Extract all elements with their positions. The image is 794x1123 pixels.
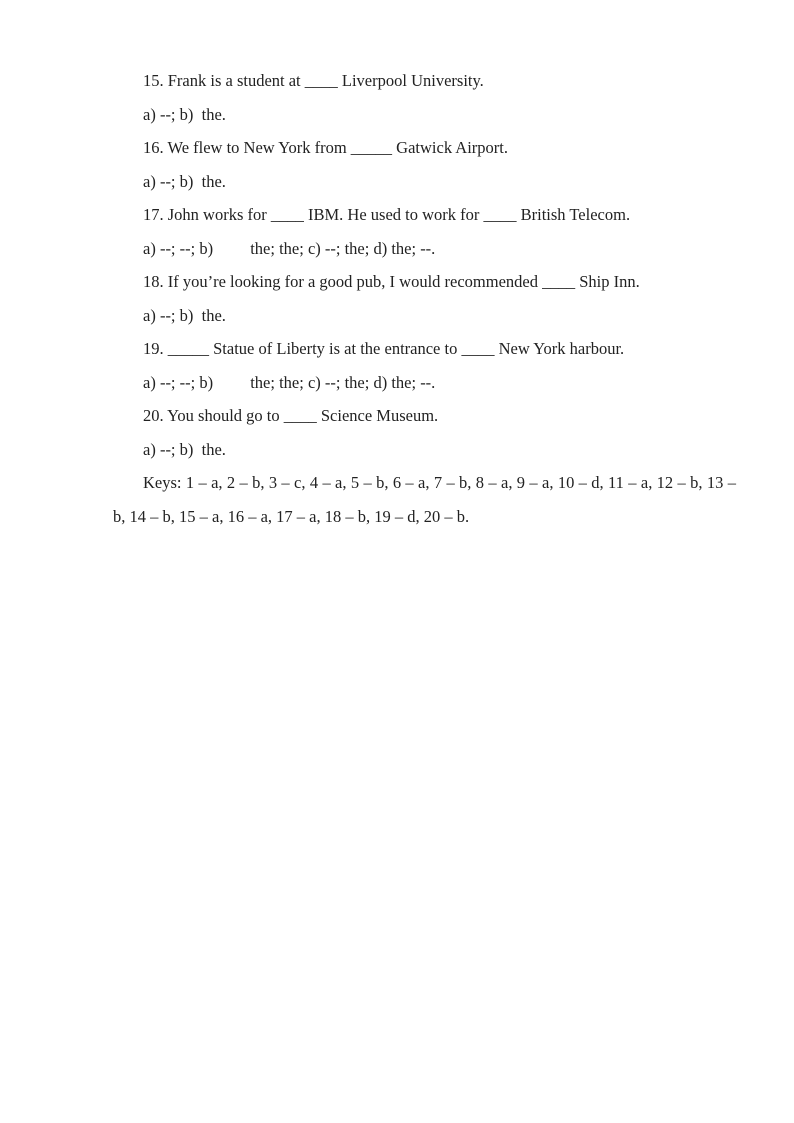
options-line-19: a) --; --; b) the; the; c) --; the; d) the; --. xyxy=(143,372,436,392)
options-line-16: a) --; b) the. xyxy=(143,171,226,191)
question-line-19: 19. _____ Statue of Liberty is at the entrance to ____ New York harbour. xyxy=(143,339,625,358)
question-line-17: 17. John works for ____ IBM. He used to work for ____ British Telecom. xyxy=(143,205,631,224)
question-line-20: 20. You should go to ____ Science Museum. xyxy=(143,406,439,425)
options-line-18: a) --; b) the. xyxy=(143,305,226,325)
document-text-block xyxy=(113,64,741,533)
question-line-15: 15. Frank is a student at ____ Liverpool University. xyxy=(143,71,484,90)
options-line-17: a) --; --; b) the; the; c) --; the; d) the; --. xyxy=(143,238,436,258)
question-line-16: 16. We flew to New York from _____ Gatwick Airport. xyxy=(143,138,508,157)
answer-keys: Keys: 1 – a, 2 – b, 3 – c, 4 – a, 5 – b, 6 – a, 7 – b, 8 – a, 9 – a, 10 – d, 11 – a, 12 – b, 13 – b, 14 – b, 15 – a, 16 – a, 17 – a, 18 – b, 19 – d, 20 – b. xyxy=(113,473,741,526)
options-line-20: a) --; b) the. xyxy=(143,439,226,459)
question-line-18: 18. If you’re looking for a good pub, I would recommended ____ Ship Inn. xyxy=(143,272,640,291)
options-line-15: a) --; b) the. xyxy=(143,104,226,124)
